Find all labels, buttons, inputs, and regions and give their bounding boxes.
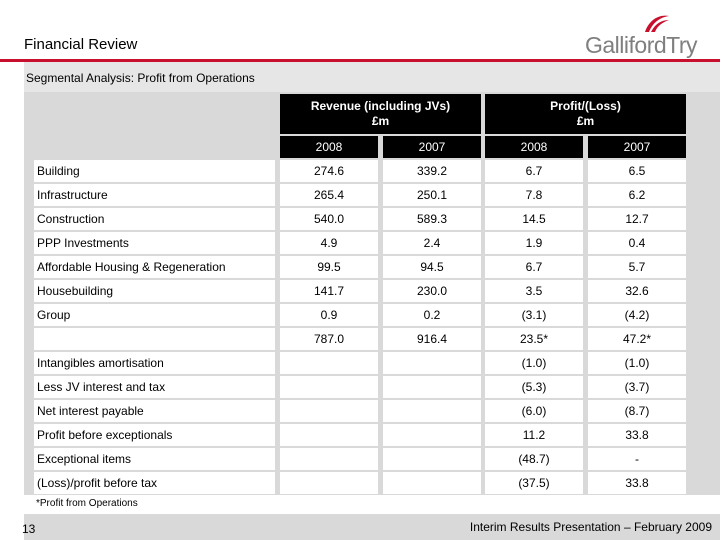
- table-cell: 274.6: [280, 160, 378, 182]
- footer-text: Interim Results Presentation – February 2009: [469, 520, 712, 534]
- revenue-header: [280, 94, 481, 134]
- table-cell: 6.7: [485, 256, 583, 278]
- table-cell: (48.7): [485, 448, 583, 470]
- footer-left-block: [0, 514, 24, 540]
- year-header: 2008: [485, 136, 583, 158]
- table-cell: 94.5: [383, 256, 481, 278]
- row-label: [34, 376, 275, 398]
- table-cell: [280, 352, 378, 374]
- table-cell: 589.3: [383, 208, 481, 230]
- table-cell: (37.5): [485, 472, 583, 494]
- table-cell: 3.5: [485, 280, 583, 302]
- table-cell: 7.8: [485, 184, 583, 206]
- table-cell: [383, 400, 481, 422]
- table-cell: 265.4: [280, 184, 378, 206]
- section-subtitle: Segmental Analysis: Profit from Operations: [26, 71, 255, 85]
- row-label: [34, 256, 275, 278]
- row-label-text: PPP Investments: [37, 236, 129, 250]
- profit-header-line2: £m: [576, 114, 595, 128]
- table-cell: [280, 424, 378, 446]
- row-label: [34, 400, 275, 422]
- galliford-try-logo: [585, 12, 707, 60]
- table-cell: 32.6: [588, 280, 686, 302]
- row-label-text: Net interest payable: [37, 404, 144, 418]
- row-label-text: Profit before exceptionals: [37, 428, 173, 442]
- row-label: [34, 160, 275, 182]
- row-label-text: (Loss)/profit before tax: [37, 476, 158, 490]
- table-cell: 6.7: [485, 160, 583, 182]
- table-cell: (6.0): [485, 400, 583, 422]
- table-cell: 33.8: [588, 472, 686, 494]
- table-cell: 12.7: [588, 208, 686, 230]
- table-cell: [383, 424, 481, 446]
- row-label: [34, 280, 275, 302]
- revenue-header-line2: £m: [371, 114, 390, 128]
- row-label-text: [34, 332, 37, 346]
- row-label: [34, 352, 275, 374]
- row-label: [34, 184, 275, 206]
- table-cell: [383, 448, 481, 470]
- profit-header-line1: Profit/(Loss): [550, 99, 621, 113]
- footer-bar: [0, 514, 720, 540]
- subtitle-band: [24, 62, 720, 92]
- revenue-header-line1: Revenue (including JVs): [310, 99, 451, 113]
- table-cell: 230.0: [383, 280, 481, 302]
- row-label-text: Construction: [37, 212, 105, 226]
- profit-header: [485, 94, 686, 134]
- table-cell: -: [588, 448, 686, 470]
- logo-swoosh-icon: [641, 12, 671, 34]
- table-cell: 339.2: [383, 160, 481, 182]
- table-cell: [280, 472, 378, 494]
- table-cell: [280, 376, 378, 398]
- table-cell: [280, 448, 378, 470]
- table-cell: 14.5: [485, 208, 583, 230]
- row-label-text: Intangibles amortisation: [37, 356, 164, 370]
- table-cell: 6.2: [588, 184, 686, 206]
- table-cell: [383, 376, 481, 398]
- footnote: *Profit from Operations: [36, 498, 138, 509]
- row-label-text: Housebuilding: [37, 284, 114, 298]
- table-cell: 47.2*: [588, 328, 686, 350]
- row-label: [34, 472, 275, 494]
- table-cell: 141.7: [280, 280, 378, 302]
- table-cell: 5.7: [588, 256, 686, 278]
- table-cell: [383, 352, 481, 374]
- row-label: [34, 448, 275, 470]
- table-cell: 916.4: [383, 328, 481, 350]
- page-title: Financial Review: [24, 36, 138, 53]
- row-label-text: Infrastructure: [37, 188, 108, 202]
- table-cell: [280, 400, 378, 422]
- table-cell: 0.4: [588, 232, 686, 254]
- row-label-text: Exceptional items: [37, 452, 132, 466]
- table-cell: 540.0: [280, 208, 378, 230]
- table-cell: 250.1: [383, 184, 481, 206]
- table-cell: 11.2: [485, 424, 583, 446]
- table-cell: [383, 472, 481, 494]
- table-cell: (8.7): [588, 400, 686, 422]
- table-cell: (5.3): [485, 376, 583, 398]
- table-cell: 99.5: [280, 256, 378, 278]
- table-cell: (1.0): [485, 352, 583, 374]
- table-cell: 2.4: [383, 232, 481, 254]
- year-header: 2007: [383, 136, 481, 158]
- table-cell: (3.7): [588, 376, 686, 398]
- page-number: 13: [22, 522, 36, 536]
- year-header: 2008: [280, 136, 378, 158]
- table-cell: 787.0: [280, 328, 378, 350]
- table-cell: (4.2): [588, 304, 686, 326]
- table-cell: 1.9: [485, 232, 583, 254]
- table-cell: (3.1): [485, 304, 583, 326]
- row-label: [34, 424, 275, 446]
- row-label-text: Less JV interest and tax: [37, 380, 166, 394]
- table-cell: 4.9: [280, 232, 378, 254]
- year-header: 2007: [588, 136, 686, 158]
- row-label-text: Affordable Housing & Regeneration: [37, 260, 226, 274]
- row-label-text: Building: [37, 164, 80, 178]
- table-cell: (1.0): [588, 352, 686, 374]
- row-label-text: Group: [37, 308, 71, 322]
- table-cell: 0.2: [383, 304, 481, 326]
- table-cell: 33.8: [588, 424, 686, 446]
- row-label: [34, 208, 275, 230]
- row-label: [34, 232, 275, 254]
- row-label: [34, 328, 275, 350]
- table-cell: 23.5*: [485, 328, 583, 350]
- table-cell: 0.9: [280, 304, 378, 326]
- table-cell: 6.5: [588, 160, 686, 182]
- row-label: [34, 304, 275, 326]
- logo-text: GallifordTry: [585, 32, 697, 58]
